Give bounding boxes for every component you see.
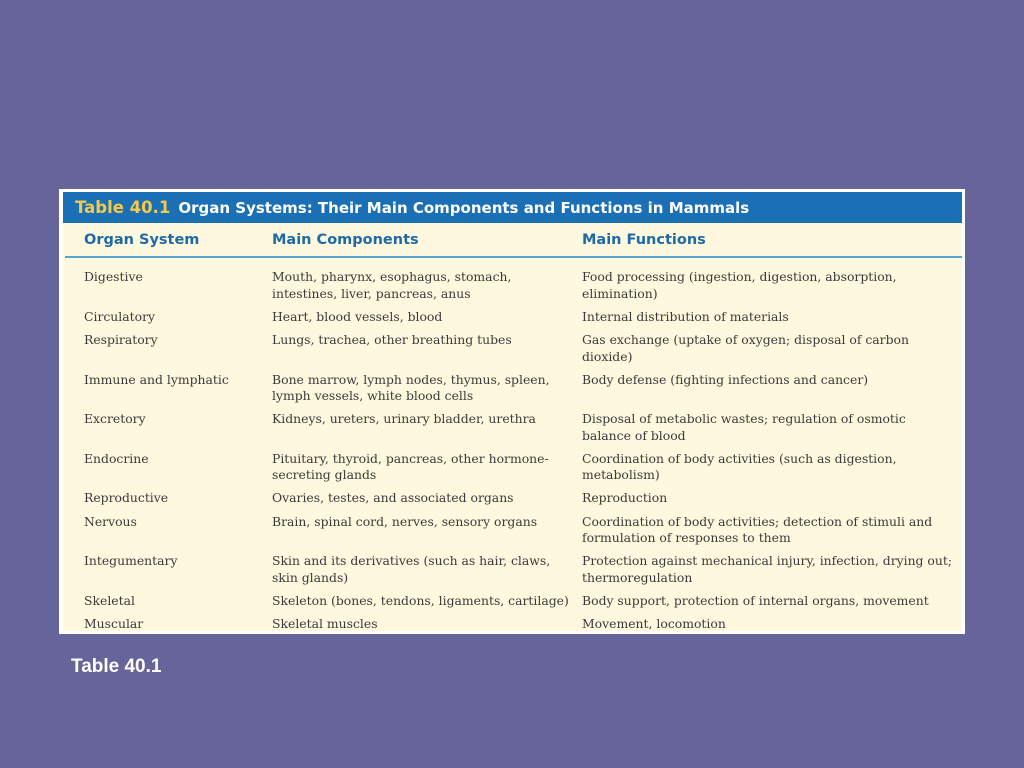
main-components-cell: Mouth, pharynx, esophagus, stomach, intestines, liver, pancreas, anus bbox=[272, 269, 512, 301]
organ-system-cell: Integumentary bbox=[84, 553, 178, 568]
organ-system-cell: Nervous bbox=[84, 513, 137, 529]
organ-system-cell: Reproductive bbox=[84, 490, 169, 505]
column-headers bbox=[63, 223, 962, 256]
organ-system-cell: Muscular bbox=[84, 616, 144, 631]
main-functions-cell: Coordination of body activities; detection of stimuli and formulation of responses to them bbox=[582, 513, 933, 545]
organ-system-cell: Digestive bbox=[84, 269, 143, 284]
main-components-cell: Heart, blood vessels, blood bbox=[272, 308, 443, 324]
main-components-cell: Bone marrow, lymph nodes, thymus, spleen, lymph vessels, white blood cells bbox=[272, 371, 550, 403]
main-functions-cell: Movement, locomotion bbox=[582, 616, 726, 631]
column-header-main-functions: Main Functions bbox=[582, 232, 706, 248]
table-row bbox=[63, 372, 962, 405]
organ-system-cell: Endocrine bbox=[84, 450, 149, 466]
main-components-cell: Kidneys, ureters, urinary bladder, urethra bbox=[272, 411, 536, 426]
organ-system-cell: Immune and lymphatic bbox=[84, 371, 229, 387]
main-functions-cell: Internal distribution of materials bbox=[582, 308, 789, 324]
table-body-panel bbox=[63, 192, 962, 631]
main-functions-cell: Disposal of metabolic wastes; regulation of osmotic balance of blood bbox=[582, 411, 906, 443]
organ-systems-table bbox=[59, 189, 965, 634]
main-functions-cell: Food processing (ingestion, digestion, absorption, elimination) bbox=[582, 269, 897, 301]
main-components-cell: Skeletal muscles bbox=[272, 616, 378, 631]
table-row bbox=[63, 490, 962, 507]
slide-caption: Table 40.1 bbox=[71, 656, 162, 677]
organ-system-cell: Circulatory bbox=[84, 308, 155, 324]
table-row bbox=[63, 616, 962, 631]
main-functions-cell: Reproduction bbox=[582, 490, 668, 505]
main-components-cell: Pituitary, thyroid, pancreas, other hormone-secreting glands bbox=[272, 450, 549, 482]
main-functions-cell: Coordination of body activities (such as digestion, metabolism) bbox=[582, 450, 897, 482]
table-row bbox=[63, 269, 962, 302]
column-header-organ-system: Organ System bbox=[84, 232, 200, 248]
main-functions-cell: Body support, protection of internal organs, movement bbox=[582, 592, 929, 608]
table-row bbox=[63, 553, 962, 586]
organ-system-cell: Excretory bbox=[84, 411, 146, 426]
table-title-bar bbox=[63, 192, 962, 223]
main-components-cell: Ovaries, testes, and associated organs bbox=[272, 490, 514, 505]
main-functions-cell: Body defense (fighting infections and cancer) bbox=[582, 371, 869, 387]
table-number: Table 40.1 bbox=[75, 198, 171, 217]
main-functions-cell: Protection against mechanical injury, infection, drying out; thermoregulation bbox=[582, 553, 953, 585]
table-row bbox=[63, 593, 962, 610]
organ-system-cell: Respiratory bbox=[84, 332, 158, 347]
table-row bbox=[63, 411, 962, 444]
main-components-cell: Brain, spinal cord, nerves, sensory organs bbox=[272, 513, 538, 529]
header-divider bbox=[65, 256, 962, 258]
table-title: Organ Systems: Their Main Components and Functions in Mammals bbox=[178, 198, 750, 217]
table-row bbox=[63, 451, 962, 484]
table-row bbox=[63, 514, 962, 547]
main-functions-cell: Gas exchange (uptake of oxygen; disposal of carbon dioxide) bbox=[582, 332, 909, 364]
main-components-cell: Lungs, trachea, other breathing tubes bbox=[272, 332, 512, 347]
main-components-cell: Skeleton (bones, tendons, ligaments, cartilage) bbox=[272, 592, 569, 608]
table-row bbox=[63, 309, 962, 326]
organ-system-cell: Skeletal bbox=[84, 592, 135, 608]
main-components-cell: Skin and its derivatives (such as hair, claws, skin glands) bbox=[272, 553, 551, 585]
table-row bbox=[63, 332, 962, 365]
column-header-main-components: Main Components bbox=[272, 232, 419, 248]
table-rows bbox=[63, 269, 962, 631]
